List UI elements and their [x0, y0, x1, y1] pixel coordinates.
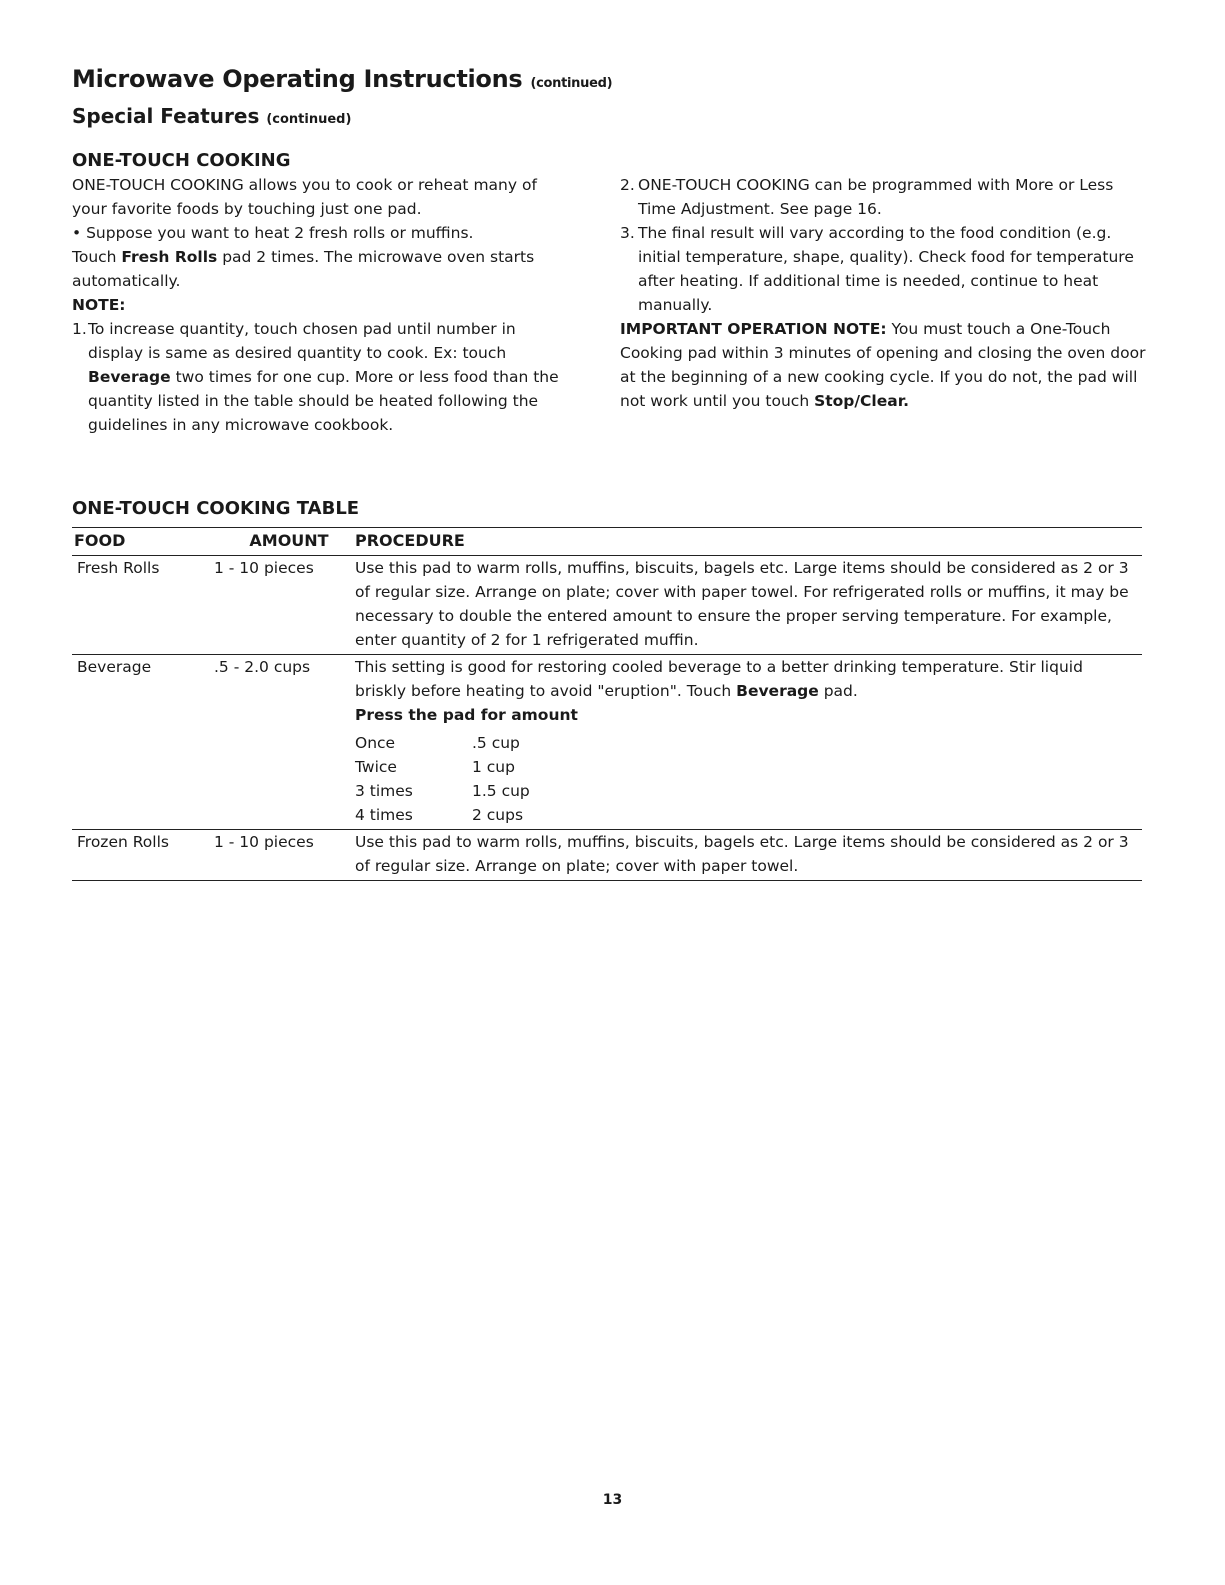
press-amount: 2 cups — [472, 806, 524, 824]
table-header-row — [72, 528, 1142, 556]
note-item-text: The final result will vary according to the food condition (e.g. initial temperature, shape, quality). Check food for temperature after heating. If additional time is needed, continue to heat manually. — [638, 224, 1134, 314]
note-item-number: 1. — [72, 320, 87, 338]
press-amount-row — [355, 779, 1132, 803]
table-row — [72, 655, 1142, 830]
subtitle-text: Special Features — [72, 104, 260, 128]
procedure-cell: Use this pad to warm rolls, muffins, biscuits, bagels etc. Large items should be considered as 2 or 3 of regular size. Arrange on plate; cover with paper towel. — [355, 833, 1129, 875]
procedure-cell — [352, 655, 1142, 827]
table-row — [72, 830, 1142, 881]
note-item-1 — [72, 317, 572, 437]
two-column-section — [72, 149, 1154, 479]
note-item-text-end: two times for one cup. More or less food than the quantity listed in the table should be heated following the guidelines in any microwave cookbook. — [88, 368, 559, 434]
important-note — [620, 317, 1154, 413]
column-header-food: FOOD — [74, 531, 126, 550]
note-item-pad-name: Beverage — [88, 368, 171, 386]
column-header-procedure: PROCEDURE — [355, 531, 465, 550]
section-heading: ONE-TOUCH COOKING — [72, 150, 291, 171]
food-cell: Fresh Rolls — [77, 559, 160, 577]
procedure-text — [355, 655, 1132, 703]
important-label: IMPORTANT OPERATION NOTE: — [620, 320, 887, 338]
important-text: You must touch a One-Touch Cooking pad within 3 minutes of opening and closing the oven door at the beginning of a new cooking cycle. If you do not, the pad will not work until you touch — [620, 320, 1146, 410]
press-amount: .5 cup — [472, 734, 520, 752]
food-cell: Beverage — [77, 658, 152, 676]
procedure-text-start: This setting is good for restoring cooled beverage to a better drinking temperature. Stir liquid briskly before heating to avoid "eruption". Touch — [355, 658, 1083, 700]
touch-suffix: pad 2 times. The microwave oven starts automatically. — [72, 248, 535, 290]
note-item-text: To increase quantity, touch chosen pad until number in display is same as desired quantity to cook. Ex: touch — [88, 320, 516, 362]
note-item-number: 2. — [620, 176, 635, 194]
title-text: Microwave Operating Instructions — [72, 65, 523, 93]
press-amount-heading: Press the pad for amount — [355, 706, 578, 724]
note-item-3 — [620, 221, 1154, 317]
press-times: 4 times — [355, 806, 413, 824]
touch-pad-name: Fresh Rolls — [121, 248, 218, 266]
note-item-2 — [620, 173, 1154, 221]
note-item-number: 3. — [620, 224, 635, 242]
press-amount-row — [355, 731, 1132, 755]
amount-cell: 1 - 10 pieces — [214, 559, 314, 577]
touch-prefix: Touch — [72, 248, 122, 266]
table-row — [72, 556, 1142, 655]
press-amount-row — [355, 803, 1132, 827]
press-times: Once — [355, 734, 396, 752]
touch-instruction — [72, 245, 572, 293]
press-times: 3 times — [355, 782, 413, 800]
intro-paragraph: ONE-TOUCH COOKING allows you to cook or reheat many of your favorite foods by touching just one pad. — [72, 176, 537, 218]
page-title — [72, 62, 1154, 101]
stop-clear-pad-name: Stop/Clear. — [814, 392, 910, 410]
left-column — [72, 149, 572, 437]
right-column — [620, 149, 1154, 413]
procedure-pad-name: Beverage — [736, 682, 819, 700]
food-cell: Frozen Rolls — [77, 833, 169, 851]
column-header-amount: AMOUNT — [249, 531, 329, 550]
page-content — [72, 62, 1154, 479]
press-amount: 1.5 cup — [472, 782, 530, 800]
note-item-text: ONE-TOUCH COOKING can be programmed with More or Less Time Adjustment. See page 16. — [638, 176, 1114, 218]
procedure-text-end: pad. — [818, 682, 858, 700]
press-amount: 1 cup — [472, 758, 515, 776]
cooking-table — [72, 527, 1142, 881]
amount-cell: .5 - 2.0 cups — [214, 658, 311, 676]
procedure-cell: Use this pad to warm rolls, muffins, biscuits, bagels etc. Large items should be considered as 2 or 3 of regular size. Arrange on plate; cover with paper towel. For refrigerated rolls or muffins, it may be necessary to double the entered amount to ensure the proper serving temperature. For example, enter quantity of 2 for 1 refrigerated muffin. — [355, 559, 1129, 649]
press-amount-row — [355, 755, 1132, 779]
table-heading: ONE-TOUCH COOKING TABLE — [72, 498, 360, 519]
title-suffix: (continued) — [530, 76, 613, 91]
amount-cell: 1 - 10 pieces — [214, 833, 314, 851]
subtitle-suffix: (continued) — [266, 112, 352, 127]
page-subtitle — [72, 101, 1154, 135]
press-times: Twice — [355, 758, 397, 776]
bullet-example: • Suppose you want to heat 2 fresh rolls or muffins. — [72, 224, 474, 242]
page-number: 13 — [602, 1492, 623, 1508]
note-heading: NOTE: — [72, 296, 126, 314]
